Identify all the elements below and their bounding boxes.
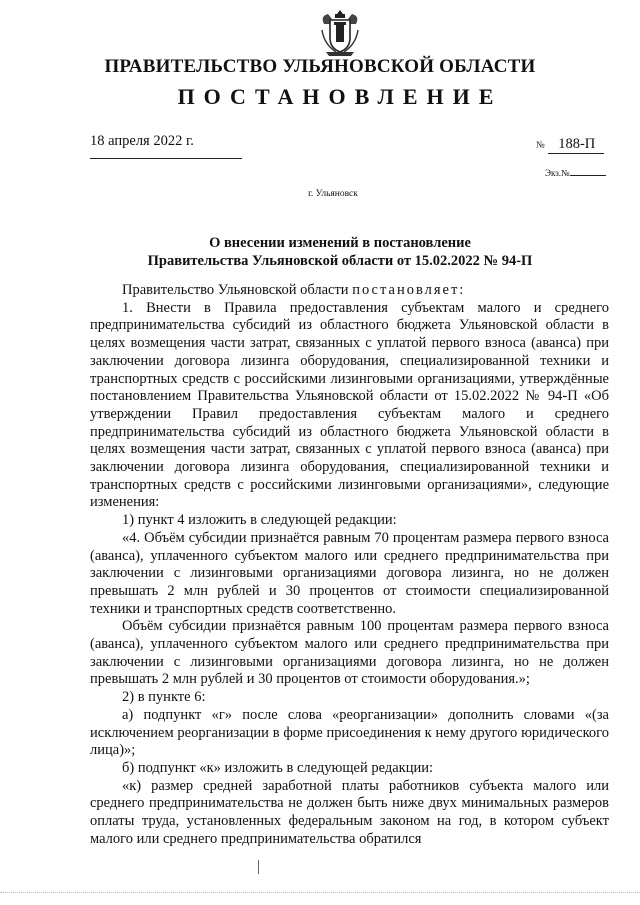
intro-paragraph [90,282,609,300]
government-title: ПРАВИТЕЛЬСТВО УЛЬЯНОВСКОЙ ОБЛАСТИ [104,56,536,77]
paragraph-2: 1) пункт 4 изложить в следующей редакции: [122,512,397,529]
copy-number-label: Экз.№ [545,168,570,178]
date-field [90,132,242,159]
paragraph-5: 2) в пункте 6: [122,689,206,706]
paragraph-8: «к) размер средней заработной платы работников субъекта малого или среднего предпринимательства не должен быть ниже двух минимальных размеров оплаты труда, установленных федеральным законом на год, в котором субъект малого или среднего предпринимательства обратился [90,777,609,847]
paragraph-3: «4. Объём субсидии признаётся равным 70 процентам размера первого взноса (аванса), уплаченного субъектом малого или среднего предпринимательства при заключении с лизинговыми организациями договора лизинга, но не должен превышать 2 млн рублей и 30 процентов от стоимости специализированной техники и транспортных средств соответственно. [90,529,609,617]
intro-resolves: постановляет: [352,282,466,298]
document-date: 18 апреля 2022 г. [90,133,194,149]
city-name: г. Ульяновск [308,189,358,199]
paragraph-6: а) подпункт «г» после слова «реорганизации» дополнить словами «(за исключением реорганизации в форме присоединения к нему другого юридического лица)»; [90,706,609,759]
document-type: ПОСТАНОВЛЕНИЕ [177,84,503,109]
paragraph-1: 1. Внести в Правила предоставления субъектам малого и среднего предпринимательства субсидий из областного бюджета Ульяновской области в целях возмещения части затрат, связанных с уплатой первого взноса (аванса) при заключении договора лизинга оборудования, специализированной техники и транспортных средств с российскими лизинговыми организациями, утверждённые постановлением Правительства Ульяновской области от 15.02.2022 № 94-П «Об утверждении Правил предоставления субъектам малого и среднего предпринимательства субсидий из областного бюджета Ульяновской области в целях возмещения части затрат, связанных с уплатой первого взноса (аванса) при заключении договора лизинга оборудования, специализированной техники и транспортных средств с российскими лизинговыми организациями», следующие изменения: [90,299,609,511]
paragraph-7: б) подпункт «к» изложить в следующей редакции: [122,759,434,776]
heading-line-1: О внесении изменений в постановление [209,235,471,251]
intro-text: Правительство Ульяновской области [122,282,353,298]
document-body [90,282,609,849]
document-number-field [536,136,604,154]
copy-number-field [545,168,606,178]
coat-of-arms-icon [318,8,362,58]
scan-mark [258,860,259,874]
number-sign: № [536,139,545,150]
heading-line-2: Правительства Ульяновской области от 15.02.2022 № 94-П [147,253,533,269]
document-heading [100,234,580,270]
copy-number-line [570,175,606,176]
paragraph-4: Объём субсидии признаётся равным 100 процентам размера первого взноса (аванса), уплаченного субъектом малого или среднего предпринимательства при заключении с лизинговыми организациями договора лизинга, но не должен превышать 2 млн рублей и 30 процентов от стоимости оборудования.»; [90,618,609,688]
scan-edge [0,891,640,893]
document-number: 188-П [548,136,604,154]
